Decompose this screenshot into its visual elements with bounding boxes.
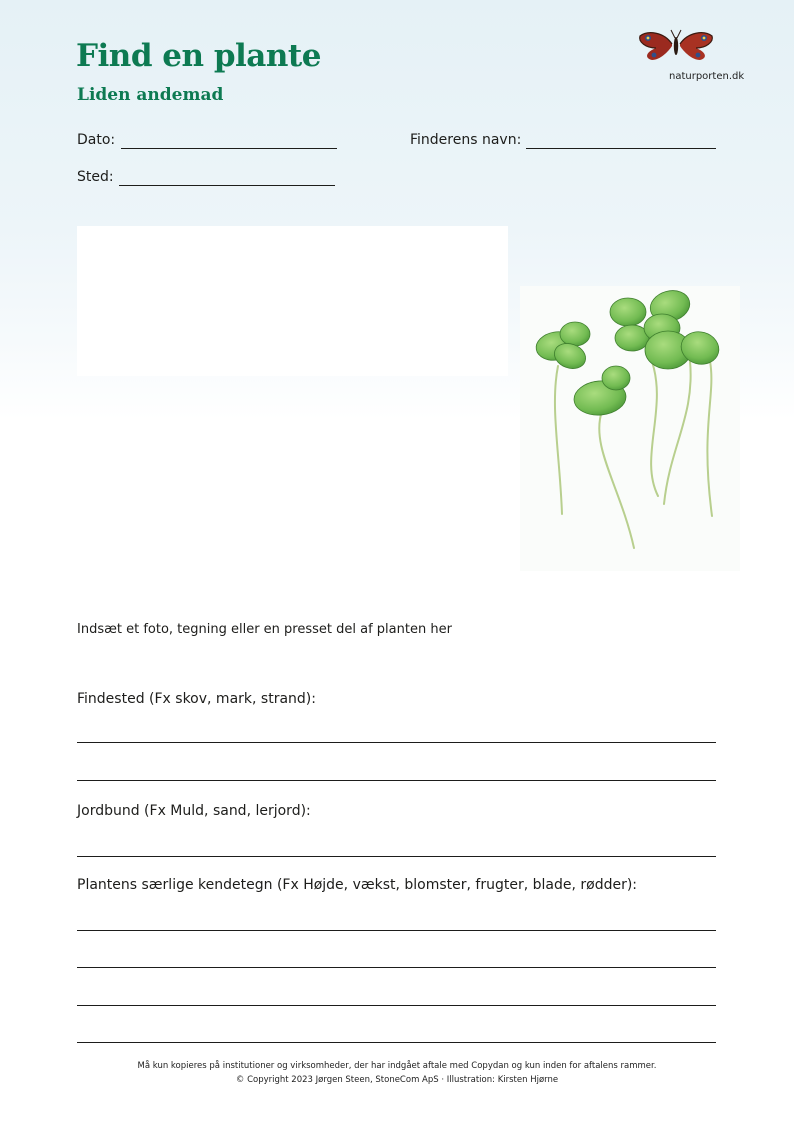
place-label: Sted: bbox=[77, 169, 114, 185]
page-title: Find en plante bbox=[76, 38, 321, 74]
habitat-write-line[interactable] bbox=[77, 780, 716, 781]
habitat-label: Findested (Fx skov, mark, strand): bbox=[77, 691, 316, 707]
plant-name-subtitle: Liden andemad bbox=[77, 85, 224, 105]
soil-write-line[interactable] bbox=[77, 856, 716, 857]
date-write-line[interactable] bbox=[121, 148, 337, 149]
soil-label: Jordbund (Fx Muld, sand, lerjord): bbox=[77, 803, 311, 819]
copyright-line: © Copyright 2023 Jørgen Steen, StoneCom ApS · Illustration: Kirsten Hjørne bbox=[235, 1075, 559, 1085]
place-write-line[interactable] bbox=[119, 185, 335, 186]
features-label: Plantens særlige kendetegn (Fx Højde, vækst, blomster, frugter, blade, rødder): bbox=[77, 877, 638, 893]
finder-name-write-line[interactable] bbox=[526, 148, 716, 149]
features-write-line[interactable] bbox=[77, 930, 716, 931]
copy-notice: Må kun kopieres på institutioner og virksomheder, der har indgået aftale med Copydan og kun inden for aftalens rammer. bbox=[137, 1061, 657, 1071]
date-label: Dato: bbox=[77, 132, 116, 148]
photo-insert-instruction: Indsæt et foto, tegning eller en presset del af planten her bbox=[77, 622, 452, 637]
brand-website: naturporten.dk bbox=[669, 71, 745, 82]
finder-name-label: Finderens navn: bbox=[410, 132, 522, 148]
features-write-line[interactable] bbox=[77, 967, 716, 968]
features-write-line[interactable] bbox=[77, 1005, 716, 1006]
duckweed-illustration bbox=[520, 286, 740, 571]
features-write-line[interactable] bbox=[77, 1042, 716, 1043]
butterfly-logo-icon bbox=[636, 28, 716, 62]
photo-insert-area[interactable] bbox=[77, 226, 508, 376]
habitat-write-line[interactable] bbox=[77, 742, 716, 743]
